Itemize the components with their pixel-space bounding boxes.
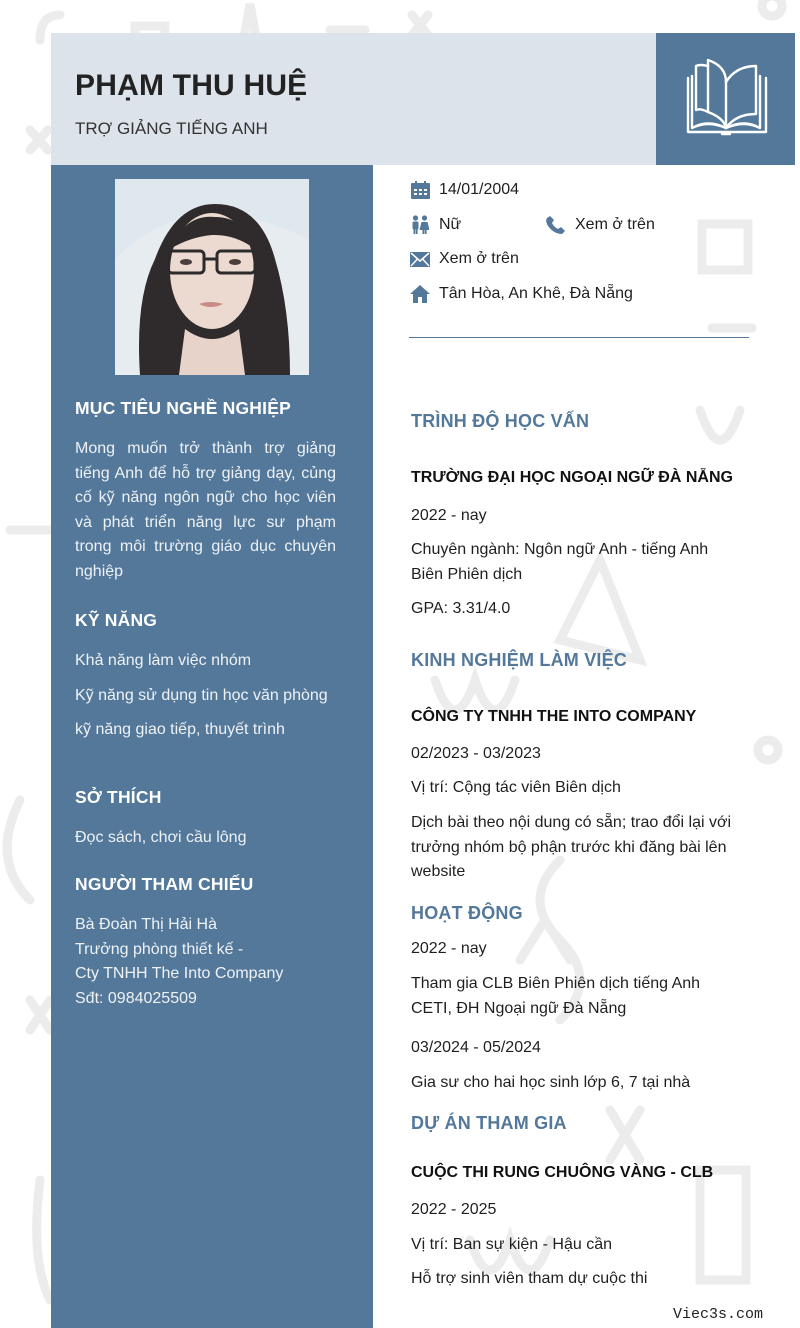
education-gpa: GPA: 3.31/4.0 bbox=[411, 600, 511, 617]
activity-period: 03/2024 - 05/2024 bbox=[411, 1039, 541, 1056]
experience-description: Dịch bài theo nội dung có sẵn; trao đổi lại với trưởng nhóm bộ phận trước khi đăng bài lên website bbox=[411, 814, 732, 880]
project-period: 2022 - 2025 bbox=[411, 1201, 497, 1218]
open-book-icon bbox=[678, 52, 774, 147]
profile-photo bbox=[115, 179, 309, 375]
contact-gender bbox=[409, 215, 461, 235]
skills-section bbox=[75, 610, 336, 743]
contact-birthday bbox=[409, 180, 519, 200]
watermark: Viec3s.com bbox=[673, 1306, 764, 1323]
hobbies-text: Đọc sách, chơi cầu lông bbox=[75, 829, 247, 846]
email-value: Xem ở trên bbox=[439, 250, 519, 267]
skill-item: Khả năng làm việc nhóm bbox=[75, 652, 252, 669]
experience-position: Vị trí: Cộng tác viên Biên dịch bbox=[411, 779, 621, 796]
experience-heading: KINH NGHIỆM LÀM VIỆC bbox=[411, 650, 628, 670]
gender-value: Nữ bbox=[439, 216, 462, 233]
gender-icon bbox=[409, 215, 431, 235]
education-period: 2022 - nay bbox=[411, 507, 487, 524]
project-description: Hỗ trợ sinh viên tham dự cuộc thi bbox=[411, 1270, 648, 1287]
reference-title: Trưởng phòng thiết kế - bbox=[75, 940, 244, 958]
reference-name: Bà Đoàn Thị Hải Hà bbox=[75, 916, 217, 933]
contact-email bbox=[409, 249, 519, 269]
section-heading: MỤC TIÊU NGHỀ NGHIỆP bbox=[75, 398, 291, 418]
home-icon bbox=[409, 284, 431, 304]
project-name: CUỘC THI RUNG CHUÔNG VÀNG - CLB bbox=[411, 1164, 714, 1181]
contact-phone bbox=[545, 215, 655, 235]
activity-period: 2022 - nay bbox=[411, 940, 487, 957]
school-name: TRƯỜNG ĐẠI HỌC NGOẠI NGỮ ĐÀ NẴNG bbox=[411, 469, 733, 486]
contact-divider bbox=[409, 337, 749, 338]
phone-icon bbox=[545, 215, 567, 235]
section-heading: SỞ THÍCH bbox=[75, 787, 162, 807]
birthday-value: 14/01/2004 bbox=[439, 181, 520, 198]
experience-period: 02/2023 - 03/2023 bbox=[411, 745, 541, 762]
resume-header bbox=[51, 33, 656, 165]
references-section bbox=[75, 874, 336, 1011]
header-icon-box bbox=[656, 33, 795, 165]
skill-item: Kỹ năng sử dụng tin học văn phòng bbox=[75, 686, 328, 704]
sidebar bbox=[51, 165, 373, 1328]
projects-heading: DỰ ÁN THAM GIA bbox=[411, 1113, 567, 1133]
envelope-icon bbox=[409, 249, 431, 269]
reference-phone: Sđt: 0984025509 bbox=[75, 989, 197, 1007]
career-objective-section bbox=[75, 398, 336, 584]
hobbies-section bbox=[75, 787, 336, 851]
contact-address bbox=[409, 284, 633, 304]
activity-description: Tham gia CLB Biên Phiên dịch tiếng Anh CETI, ĐH Ngoại ngữ Đà Nẵng bbox=[411, 975, 701, 1017]
activities-heading: HOẠT ĐỘNG bbox=[411, 903, 523, 923]
reference-company: Cty TNHH The Into Company bbox=[75, 965, 284, 982]
activity-description: Gia sư cho hai học sinh lớp 6, 7 tại nhà bbox=[411, 1074, 691, 1091]
company-name: CÔNG TY TNHH THE INTO COMPANY bbox=[411, 708, 697, 725]
candidate-name: PHẠM THU HUỆ bbox=[75, 69, 308, 102]
skill-item: kỹ năng giao tiếp, thuyết trình bbox=[75, 721, 285, 738]
section-heading: NGƯỜI THAM CHIẾU bbox=[75, 874, 254, 894]
education-heading: TRÌNH ĐỘ HỌC VẤN bbox=[411, 411, 590, 431]
objective-text: Mong muốn trở thành trợ giảng tiếng Anh để hỗ trợ giảng dạy, củng cố kỹ năng ngôn ngữ cho học viên và phát triển năng lực sư phạm trong môi trường giáo dục chuyên nghiệp bbox=[75, 440, 336, 580]
job-title: TRỢ GIẢNG TIẾNG ANH bbox=[75, 119, 268, 138]
section-heading: KỸ NĂNG bbox=[75, 610, 158, 630]
phone-value: Xem ở trên bbox=[575, 216, 655, 233]
address-value: Tân Hòa, An Khê, Đà Nẵng bbox=[439, 285, 633, 302]
project-position: Vị trí: Ban sự kiện - Hậu cần bbox=[411, 1236, 613, 1253]
education-major: Chuyên ngành: Ngôn ngữ Anh - tiếng Anh Biên Phiên dịch bbox=[411, 541, 709, 583]
calendar-icon bbox=[409, 180, 431, 200]
